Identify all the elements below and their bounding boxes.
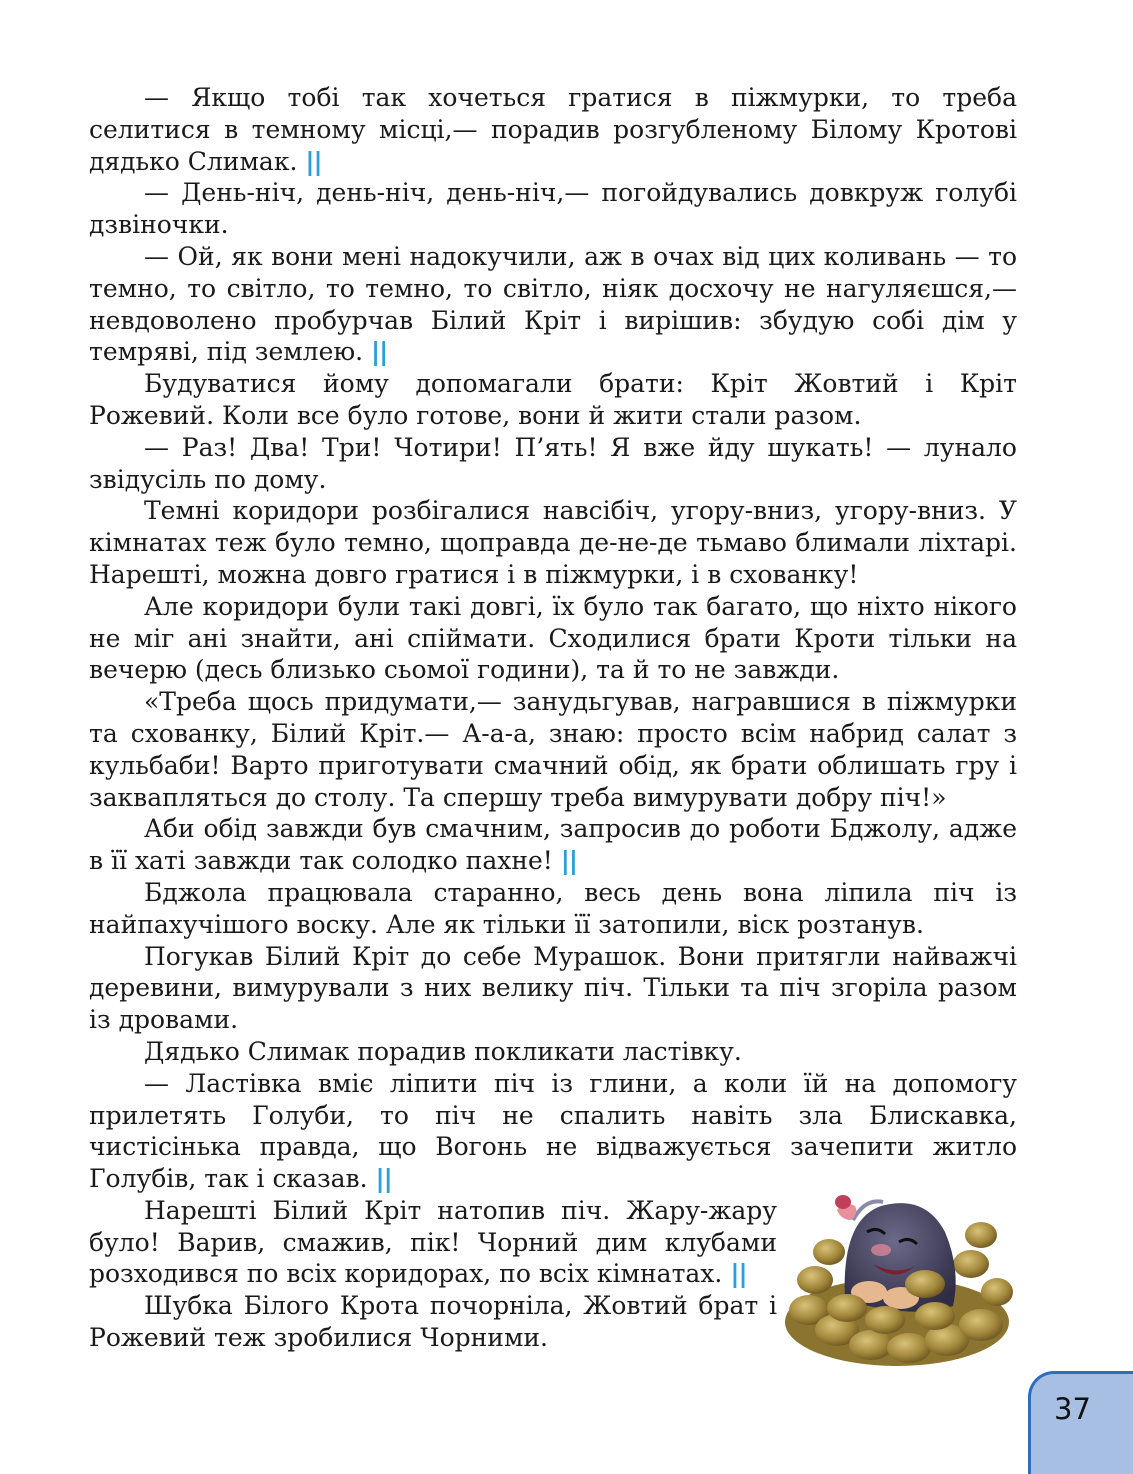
page-number: 37 — [1054, 1392, 1091, 1426]
paragraph: Шубка Білого Крота почорніла, Жовтий брат і Рожевий теж зробилися Чорними. — [89, 1291, 777, 1353]
paragraph: «Треба щось придумати,— занудьгував, награвшися в піжмурки та схованку, Білий Кріт.— А-а-а, знаю: просто всім набрид салат з кульбаби! Варто приготувати смачний обід, як брати облишать гру і закваплятьcя до столу. Та спершу треба вимурувати добру піч!» — [89, 687, 1017, 812]
pause-mark: || — [375, 1164, 392, 1194]
paragraph: — Ластівка вміє ліпити піч із глини, а коли їй на допомогу прилетять Голуби, то піч не спалить навіть зла Блискавка, чистісінька правда, що Вогонь не відважується зачепити житло Голубів, так і сказав. || — [89, 1068, 1017, 1194]
paragraph: — Якщо тобі так хочеться гратися в піжмурки, то треба селитися в темному місці,— порадив розгубленому Білому Кротові дядько Слимак. || — [89, 83, 1017, 176]
paragraph: Погукав Білий Кріт до себе Мурашок. Вони притягли найважчі деревини, вимурували з них велику піч. Тільки та піч згоріла разом із дровами. — [89, 941, 1017, 1035]
pause-mark: || — [371, 337, 388, 367]
story-text — [89, 82, 1017, 1354]
paragraph: Дядько Слимак порадив покликати ластівку. — [144, 1036, 742, 1066]
paragraph: Темні коридори розбігалися навсібіч, угору-вниз, угору-вниз. У кімнатах теж було темно, щоправда де-не-де тьмаво блимали ліхтарі. Нарешті, можна довго гратися і в піжмурки, і в схованку! — [89, 496, 1017, 589]
paragraph: — Раз! Два! Три! Чотири! П’ять! Я вже йду шукать! — лунало звідусіль по дому. — [89, 432, 1017, 494]
paragraph: Бджола працювала старанно, весь день вона ліпила піч із найпахучішого воску. Але як тільки її затопили, віск розтанув. — [89, 877, 1017, 939]
pause-mark: || — [730, 1259, 747, 1289]
paragraph: Але коридори були такі довгі, їх було так багато, що ніхто нікого не міг ані знайти, ані спіймати. Сходилися брати Кроти тільки на вечерю (десь близько сьомої години), та й то не завжди. — [89, 591, 1017, 685]
paragraph: — Ой, як вони мені надокучили, аж в очах від цих коливань — то темно, то світло, то темно, то світло, ніяк досхочу не нагуляєшся,— невдоволено пробурчав Білий Кріт і вирішив: збудую собі дім у темряві, під землею. || — [89, 241, 1017, 367]
pause-mark: || — [305, 146, 322, 176]
paragraph: Аби обід завжди був смачним, запросив до роботи Бджолу, адже в її хаті завжди так солодко пахне! || — [89, 814, 1017, 876]
pause-mark: || — [560, 846, 578, 876]
paragraph: — День-ніч, день-ніч, день-ніч,— погойдувались довкруж голубі дзвіночки. — [89, 178, 1017, 240]
paragraph: Будуватися йому допомагали брати: Кріт Жовтий і Кріт Рожевий. Коли все було готове, вони й жити стали разом. — [89, 369, 1017, 430]
mole-illustration — [785, 1180, 1013, 1370]
paragraph: Нарешті Білий Кріт натопив піч. Жару-жару було! Варив, смажив, пік! Чорний дим клубами розходився по всіх коридорах, по всіх кімнатах. || — [89, 1195, 777, 1289]
